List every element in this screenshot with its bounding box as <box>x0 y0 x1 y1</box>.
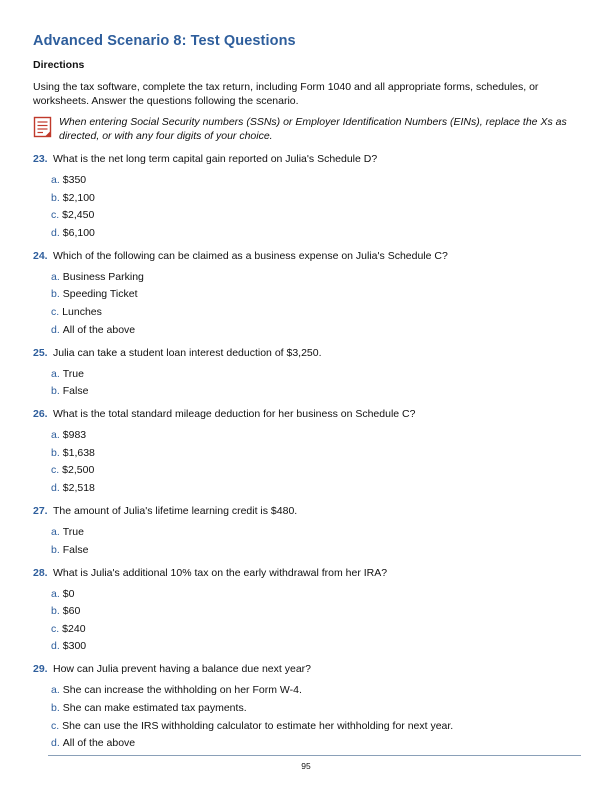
answer-options <box>33 428 578 495</box>
answer-option <box>51 226 578 240</box>
option-text: $2,100 <box>62 191 95 204</box>
option-letter: a. <box>51 367 60 380</box>
option-text: $2,450 <box>62 209 95 222</box>
answer-option <box>51 622 578 636</box>
option-text: False <box>62 385 89 398</box>
question-25 <box>33 346 578 399</box>
question-number: 29. <box>33 663 48 676</box>
answer-options <box>33 683 578 750</box>
option-text: She can use the IRS withholding calculator to estimate her withholding for next year. <box>62 719 454 732</box>
question-number: 27. <box>33 504 48 517</box>
question-stem <box>33 152 578 166</box>
answer-options <box>33 587 578 654</box>
question-stem <box>33 504 578 518</box>
question-28 <box>33 566 578 654</box>
question-stem <box>33 566 578 580</box>
answer-option <box>51 587 578 601</box>
question-stem <box>33 346 578 360</box>
question-24 <box>33 249 578 337</box>
answer-option <box>51 305 578 319</box>
answer-option <box>51 208 578 222</box>
answer-option <box>51 367 578 381</box>
option-letter: b. <box>51 191 60 204</box>
directions-heading: Directions <box>33 59 85 71</box>
option-text: She can make estimated tax payments. <box>62 701 247 714</box>
answer-option <box>51 270 578 284</box>
question-number: 23. <box>33 153 48 165</box>
option-text: She can increase the withholding on her Form W-4. <box>62 684 302 697</box>
answer-option <box>51 525 578 539</box>
answer-option <box>51 323 578 337</box>
option-letter: c. <box>51 305 60 318</box>
question-text: The amount of Julia's lifetime learning credit is $480. <box>53 504 298 517</box>
directions-text: Using the tax software, complete the tax return, including Form 1040 and all appropriate forms, schedules, or worksheets. Answer the questions following the scenario. <box>33 81 539 107</box>
option-letter: a. <box>51 174 60 186</box>
option-text: Speeding Ticket <box>62 288 138 301</box>
answer-option <box>51 719 578 733</box>
option-text: Lunches <box>62 305 102 318</box>
option-letter: c. <box>51 719 60 732</box>
option-text: $300 <box>62 640 87 653</box>
option-text: All of the above <box>62 737 136 750</box>
page-title: Advanced Scenario 8: Test Questions <box>33 33 296 49</box>
option-letter: b. <box>51 385 60 398</box>
question-text: What is the net long term capital gain reported on Julia's Schedule D? <box>53 153 378 165</box>
question-27 <box>33 504 578 557</box>
option-letter: c. <box>51 464 60 477</box>
answer-option <box>51 173 578 187</box>
answer-option <box>51 481 578 495</box>
answer-option <box>51 683 578 697</box>
answer-option <box>51 428 578 442</box>
option-letter: d. <box>51 323 60 336</box>
question-26 <box>33 407 578 495</box>
answer-option <box>51 191 578 205</box>
option-letter: a. <box>51 270 60 283</box>
question-text: What is the total standard mileage deduction for her business on Schedule C? <box>53 408 416 421</box>
question-23 <box>33 152 578 240</box>
option-letter: c. <box>51 622 60 635</box>
option-text: $2,518 <box>62 481 95 494</box>
answer-option <box>51 463 578 477</box>
answer-options <box>33 525 578 557</box>
option-text: True <box>62 525 84 538</box>
question-number: 24. <box>33 249 48 262</box>
option-text: True <box>62 367 84 380</box>
answer-option <box>51 604 578 618</box>
question-text: What is Julia's additional 10% tax on the early withdrawal from her IRA? <box>53 566 388 579</box>
question-text: Which of the following can be claimed as a business expense on Julia's Schedule C? <box>53 249 448 262</box>
answer-option <box>51 287 578 301</box>
answer-options <box>33 367 578 399</box>
page-number: 95 <box>301 761 311 771</box>
option-text: $240 <box>62 622 86 635</box>
option-letter: a. <box>51 429 60 442</box>
question-number: 28. <box>33 566 48 579</box>
footer-divider <box>48 755 581 756</box>
option-letter: b. <box>51 446 60 459</box>
question-text: How can Julia prevent having a balance due next year? <box>53 663 311 676</box>
notepad-icon <box>33 116 53 140</box>
option-text: $6,100 <box>62 226 95 239</box>
answer-option <box>51 384 578 398</box>
question-text: Julia can take a student loan interest deduction of $3,250. <box>53 346 322 359</box>
option-letter: b. <box>51 288 60 301</box>
option-letter: b. <box>51 701 60 714</box>
answer-option <box>51 446 578 460</box>
option-text: $2,500 <box>62 464 95 477</box>
question-number: 26. <box>33 408 48 421</box>
answer-option <box>51 639 578 653</box>
option-letter: d. <box>51 226 60 239</box>
question-29 <box>33 662 578 750</box>
option-text: $60 <box>62 605 81 618</box>
option-letter: d. <box>51 481 60 494</box>
option-text: $0 <box>62 587 75 600</box>
option-letter: a. <box>51 684 60 697</box>
option-letter: b. <box>51 605 60 618</box>
question-stem <box>33 407 578 421</box>
question-list <box>33 152 578 759</box>
option-text: All of the above <box>62 323 136 336</box>
answer-option <box>51 701 578 715</box>
question-number: 25. <box>33 346 48 359</box>
answer-option <box>51 736 578 750</box>
option-text: False <box>62 543 89 556</box>
question-stem <box>33 249 578 263</box>
note-text: When entering Social Security numbers (SSNs) or Employer Identification Numbers (EINs), replace the Xs as directed, or with any four digits of your choice. <box>59 116 567 142</box>
option-text: $983 <box>62 429 87 442</box>
option-text: $350 <box>62 174 87 186</box>
answer-option <box>51 543 578 557</box>
option-letter: c. <box>51 209 60 222</box>
answer-options <box>33 173 578 240</box>
option-letter: a. <box>51 587 60 600</box>
question-stem <box>33 662 578 676</box>
option-letter: d. <box>51 737 60 750</box>
option-text: Business Parking <box>62 270 144 283</box>
option-letter: b. <box>51 543 60 556</box>
option-letter: d. <box>51 640 60 653</box>
option-text: $1,638 <box>62 446 95 459</box>
answer-options <box>33 270 578 337</box>
option-letter: a. <box>51 525 60 538</box>
